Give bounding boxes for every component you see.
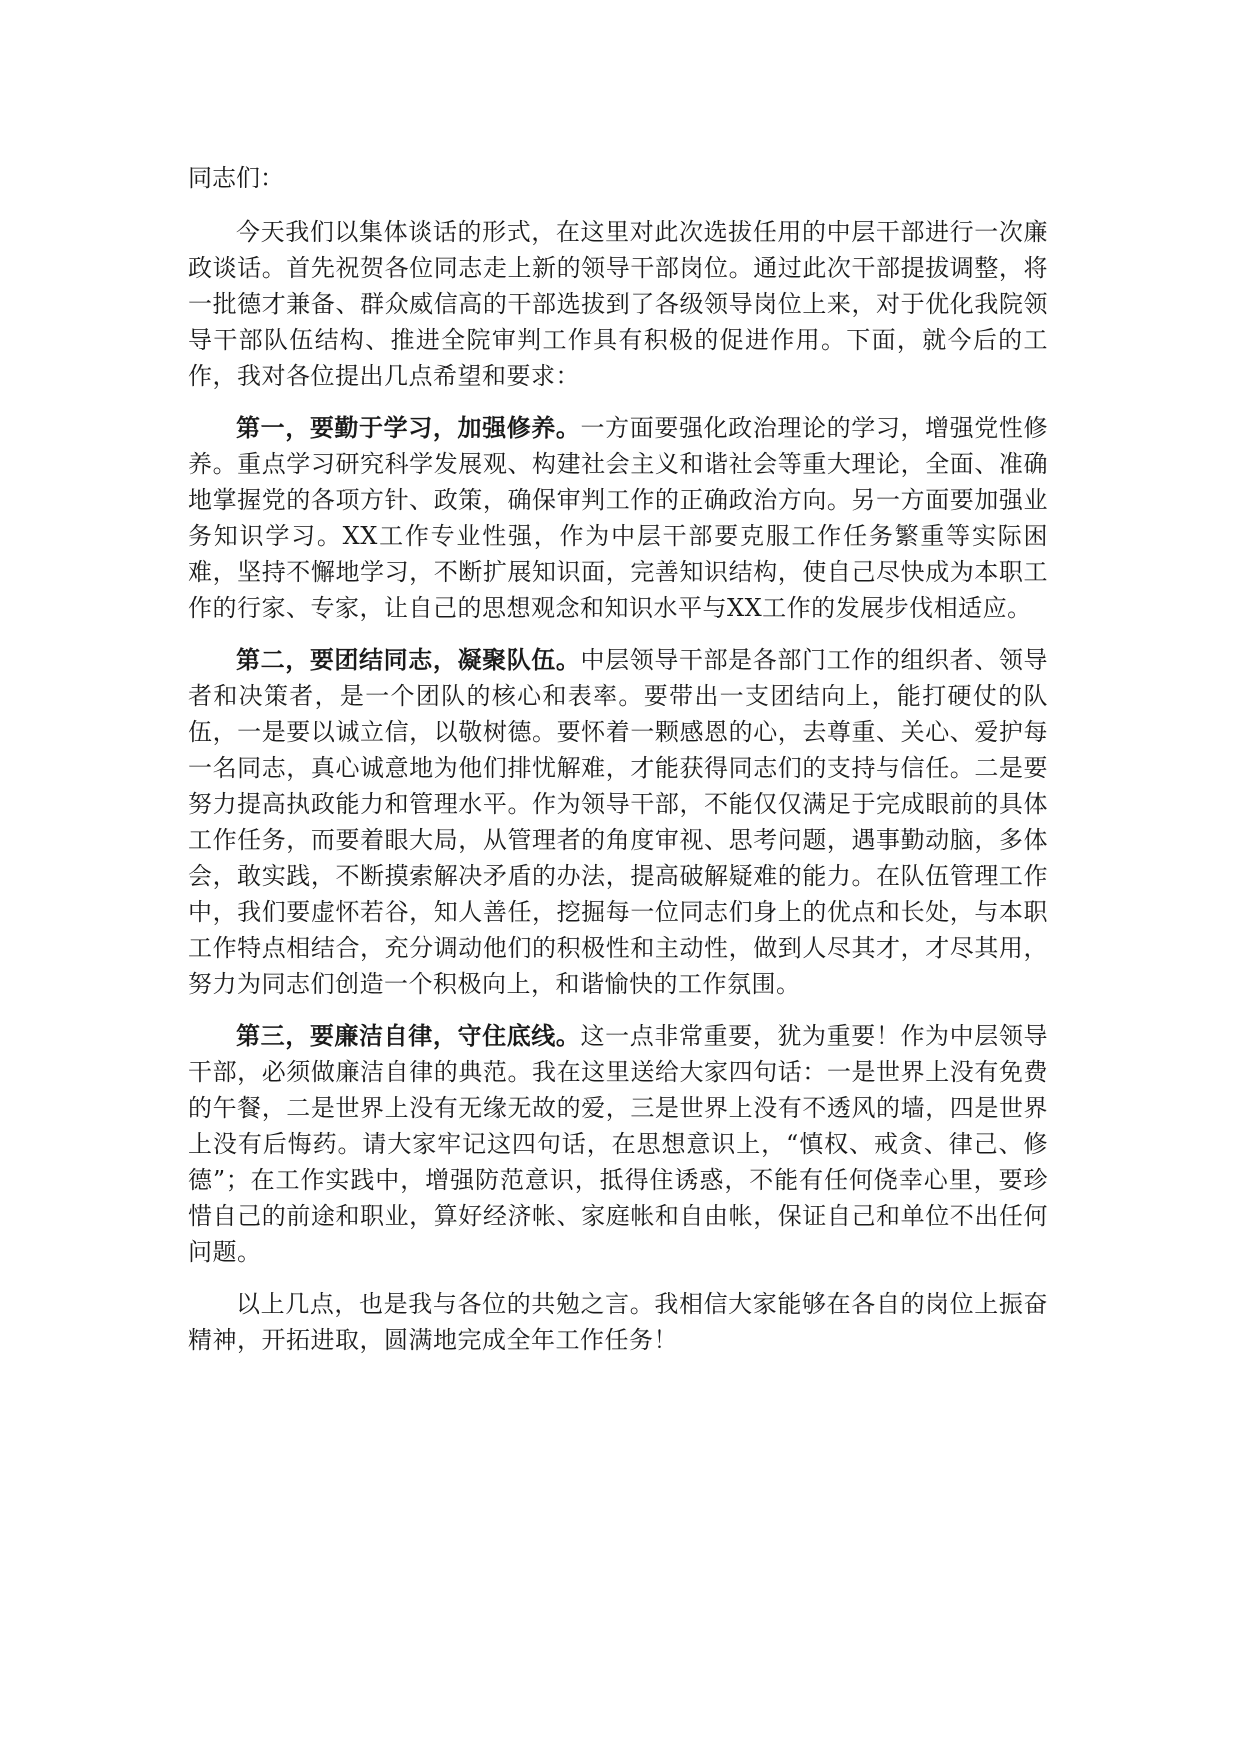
paragraph-text: 中层领导干部是各部门工作的组织者、领导者和决策者，是一个团队的核心和表率。要带出一支团结向上，能打硬仗的队伍，一是要以诚立信，以敬树德。要怀着一颗感恩的心，去尊重、关心、爱护每一名同志，真心诚意地为他们排忧解难，才能获得同志们的支持与信任。二是要努力提高执政能力和管理水平。作为领导干部，不能仅仅满足于完成眼前的具体工作任务，而要着眼大局，从管理者的角度审视、思考问题，遇事勤动脑，多体会，敢实践，不断摸索解决矛盾的办法，提高破解疑难的能力。在队伍管理工作中，我们要虚怀若谷，知人善任，挖掘每一位同志们身上的优点和长处，与本职工作特点相结合，充分调动他们的积极性和主动性，做到人尽其才，才尽其用，努力为同志们创造一个积极向上，和谐愉快的工作氛围。	[188, 646, 1048, 998]
document-body	[188, 160, 1048, 1374]
paragraph-intro	[188, 214, 1048, 394]
paragraph-lead: 第三，要廉洁自律，守住底线。	[236, 1021, 581, 1050]
paragraph-lead: 第二，要团结同志，凝聚队伍。	[236, 645, 581, 674]
paragraph-text: 以上几点，也是我与各位的共勉之言。我相信大家能够在各自的岗位上振奋精神，开拓进取，圆满地完成全年工作任务！	[188, 1290, 1048, 1354]
paragraph-text: 今天我们以集体谈话的形式，在这里对此次选拔任用的中层干部进行一次廉政谈话。首先祝贺各位同志走上新的领导干部岗位。通过此次干部提拔调整，将一批德才兼备、群众威信高的干部选拔到了各级领导岗位上来，对于优化我院领导干部队伍结构、推进全院审判工作具有积极的促进作用。下面，就今后的工作，我对各位提出几点希望和要求：	[188, 218, 1048, 390]
paragraph-text: 一方面要强化政治理论的学习，增强党性修养。重点学习研究科学发展观、构建社会主义和谐社会等重大理论，全面、准确地掌握党的各项方针、政策，确保审判工作的正确政治方向。另一方面要加强业务知识学习。XX工作专业性强，作为中层干部要克服工作任务繁重等实际困难，坚持不懈地学习，不断扩展知识面，完善知识结构，使自己尽快成为本职工作的行家、专家，让自己的思想观念和知识水平与XX工作的发展步伐相适应。	[188, 414, 1048, 622]
paragraph-text: 这一点非常重要，犹为重要！作为中层领导干部，必须做廉洁自律的典范。我在这里送给大家四句话：一是世界上没有免费的午餐，二是世界上没有无缘无故的爱，三是世界上没有不透风的墙，四是世界上没有后悔药。请大家牢记这四句话，在思想意识上，“慎权、戒贪、律己、修德”；在工作实践中，增强防范意识，抵得住诱惑，不能有任何侥幸心里，要珍惜自己的前途和职业，算好经济帐、家庭帐和自由帐，保证自己和单位不出任何问题。	[188, 1022, 1048, 1266]
salutation: 同志们：	[188, 164, 284, 192]
paragraph-second-point	[188, 642, 1048, 1002]
paragraph-first-point	[188, 410, 1048, 626]
paragraph-lead: 第一，要勤于学习，加强修养。	[236, 413, 581, 442]
paragraph-conclusion	[188, 1286, 1048, 1358]
paragraph-third-point	[188, 1018, 1048, 1270]
